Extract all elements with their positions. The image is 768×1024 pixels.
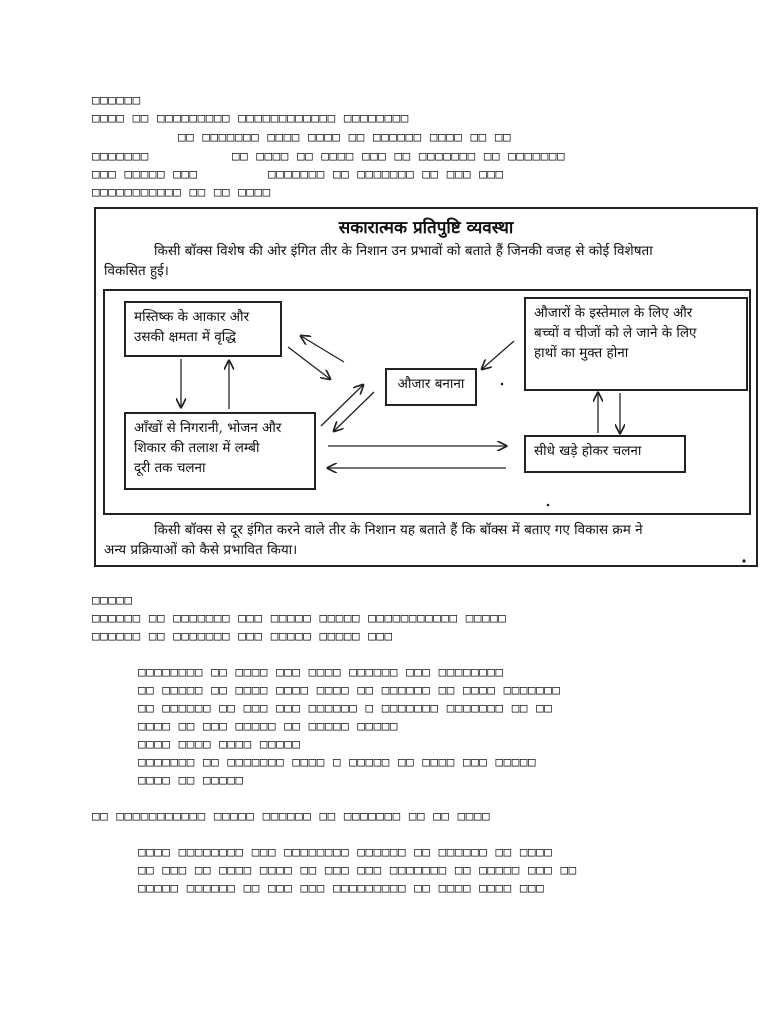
garbled-text-line: □□ □□□□ □□ □□□□ □□□ □□ □□□□□□□ □□ □□□□□□□	[232, 148, 566, 163]
eyes-box-line: दूरी तक चलना	[134, 460, 206, 476]
walk-box	[524, 435, 686, 473]
tools-box-line: औजार बनाना	[397, 376, 465, 392]
tools-box	[385, 368, 477, 406]
garbled-heading: □□□□□	[92, 592, 133, 607]
garbled-text-line: □□□□□□□	[92, 148, 149, 163]
garbled-text-line: □□□□ □□□□□□□□ □□□ □□□□□□□□ □□□□□□ □□ □□□□□□ □□ □□□□	[138, 844, 553, 859]
garbled-heading: □□ □□□□□□□□□□□ □□□□□ □□□□□□ □□ □□□□□□□ □□ □□ □□□□	[92, 808, 491, 823]
garbled-text-line: □□□□□□□ □□ □□□□□□□ □□□□ □ □□□□□ □□ □□□□ □□□ □□□□□	[138, 754, 537, 769]
garbled-text-line: □□□□ □□ □□□ □□□□□ □□ □□□□□ □□□□□	[138, 718, 399, 733]
garbled-text-line: □□□□□□□ □□ □□□□□□□ □□ □□□ □□□	[268, 166, 504, 181]
garbled-text-line: □□ □□□□□□□ □□□□ □□□□ □□ □□□□□□ □□□□ □□ □□	[178, 129, 512, 144]
garbled-text-line: □□□□□□ □□ □□□□□□□ □□□ □□□□□ □□□□□ □□□□□□□□□□□ □□□□□	[92, 610, 507, 625]
eyes-box-line: आँखों से निगरानी, भोजन और	[134, 420, 282, 436]
garbled-text-line: □□□□□□ □□ □□□□□□□ □□□ □□□□□ □□□□□ □□□	[92, 628, 393, 643]
hands-box-line: बच्चों व चीजों को ले जाने के लिए	[534, 325, 697, 341]
garbled-text-line: □□□□□□□□□□□ □□ □□ □□□□	[92, 184, 271, 199]
eyes-box-line: शिकार की तलाश में लम्बी	[134, 440, 260, 456]
figure-caption-top: किसी बॉक्स विशेष की ओर इंगित तीर के निशान उन प्रभावों को बताते हैं जिनकी वजह से कोई विशेषता	[154, 243, 653, 259]
garbled-text-line: □□□□□ □□□□□□ □□ □□□ □□□ □□□□□□□□□ □□ □□□□ □□□□ □□□	[138, 880, 545, 895]
garbled-text-line: □□ □□□□□□ □□ □□□ □□□ □□□□□□ □ □□□□□□□ □□□□□□□ □□ □□	[138, 700, 553, 715]
garbled-text-line: □□□□ □□ □□□□□	[138, 772, 244, 787]
garbled-text-line: □□ □□□□□ □□ □□□□ □□□□ □□□□ □□ □□□□□□ □□ □□□□ □□□□□□□	[138, 682, 561, 697]
garbled-text-line: □□ □□□ □□ □□□□ □□□□ □□ □□□ □□□ □□□□□□□ □□ □□□□□ □□□ □□	[138, 862, 577, 877]
figure-caption-bottom: किसी बॉक्स से दूर इंगित करने वाले तीर के निशान यह बताते हैं कि बॉक्स में बताए गए विकास क्रम ने	[154, 522, 643, 538]
eyes-box	[124, 412, 316, 490]
garbled-text-line: □□□ □□□□□ □□□	[92, 166, 198, 181]
hands-box-line: औजारों के इस्तेमाल के लिए और	[534, 305, 693, 321]
figure-caption-top: विकसित हुई।	[104, 263, 169, 279]
garbled-heading: □□□□□□	[92, 92, 141, 107]
feedback-figure	[94, 207, 758, 567]
garbled-text-line: □□□□ □□□□ □□□□ □□□□□	[138, 736, 301, 751]
hands-box-line: हाथों का मुक्त होना	[534, 345, 629, 361]
brain-box-line: मस्तिष्क के आकार और	[134, 309, 250, 325]
brain-box	[124, 301, 282, 357]
figure-caption-bottom: अन्य प्रक्रियाओं को कैसे प्रभावित किया।	[104, 542, 298, 558]
walk-box-line: सीधे खड़े होकर चलना	[534, 443, 642, 459]
hands-box	[524, 297, 748, 391]
garbled-text-line: □□□□ □□ □□□□□□□□□ □□□□□□□□□□□□ □□□□□□□□	[92, 110, 409, 125]
brain-box-line: उसकी क्षमता में वृद्धि	[134, 329, 237, 345]
garbled-text-line: □□□□□□□□ □□ □□□□ □□□ □□□□ □□□□□□ □□□ □□□□□□□□	[138, 664, 504, 679]
figure-title: सकारात्मक प्रतिपुष्टि व्यवस्था	[338, 218, 514, 238]
